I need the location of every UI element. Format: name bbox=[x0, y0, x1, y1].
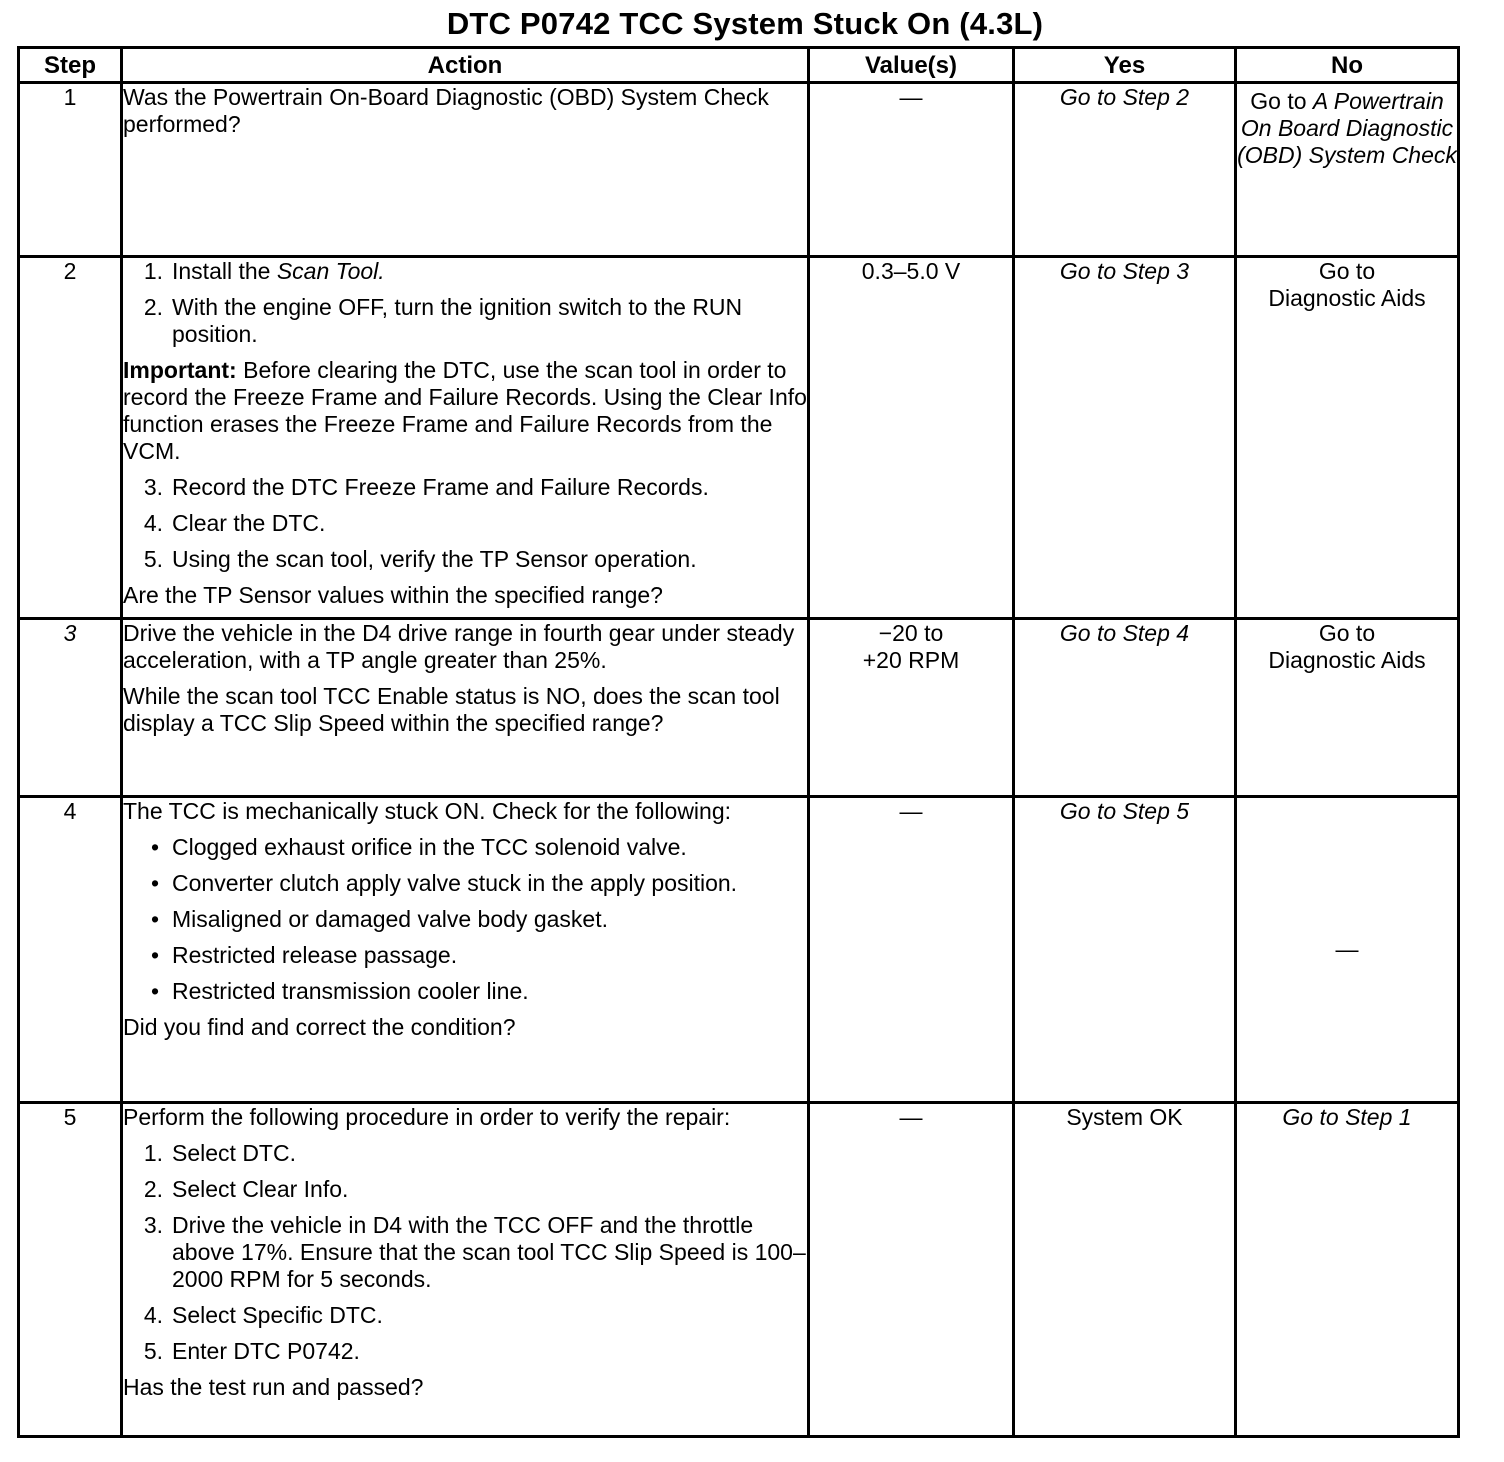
action-cell bbox=[122, 83, 809, 257]
table-row bbox=[19, 1103, 1459, 1437]
header-row bbox=[19, 48, 1459, 83]
list-item bbox=[123, 1212, 807, 1293]
step-number: 1 bbox=[19, 83, 122, 257]
yes-cell bbox=[1014, 619, 1236, 797]
value-cell: — bbox=[809, 1103, 1014, 1437]
yes-text: Go to Step 5 bbox=[1059, 798, 1190, 824]
yes-cell bbox=[1014, 797, 1236, 1103]
value-cell: 0.3–5.0 V bbox=[809, 257, 1014, 619]
bullet-item: • Clogged exhaust orifice in the TCC solenoid valve. bbox=[123, 834, 807, 861]
yes-cell bbox=[1014, 83, 1236, 257]
action-cell bbox=[122, 257, 809, 619]
item-text: Using the scan tool, verify the TP Sensor operation. bbox=[172, 546, 697, 572]
action-text: Drive the vehicle in the D4 drive range in fourth gear under steady acceleration, with a TP angle greater than 25%. bbox=[123, 620, 795, 673]
yes-cell bbox=[1014, 257, 1236, 619]
table-row bbox=[19, 619, 1459, 797]
action-cell bbox=[122, 619, 809, 797]
bullet-text: Converter clutch apply valve stuck in the apply position. bbox=[172, 870, 738, 896]
list-item bbox=[123, 258, 807, 285]
item-number: 1. bbox=[143, 1140, 163, 1166]
step-number: 2 bbox=[19, 257, 122, 619]
list-item bbox=[123, 546, 807, 573]
diagnostic-table bbox=[17, 46, 1460, 1438]
list-item bbox=[123, 510, 807, 537]
no-line: Diagnostic Aids bbox=[1268, 285, 1426, 311]
bullet-text: Restricted release passage. bbox=[172, 942, 458, 968]
action-cell bbox=[122, 1103, 809, 1437]
bullet-item: • Misaligned or damaged valve body gasket. bbox=[123, 906, 807, 933]
list-item bbox=[123, 1302, 807, 1329]
question-text: Are the TP Sensor values within the specified range? bbox=[123, 582, 663, 608]
important-text: Before clearing the DTC, use the scan tool in order to record the Freeze Frame and Failure Records. Using the Clear Info function erases the Freeze Frame and Failure Records from the VCM. bbox=[123, 357, 807, 464]
header-values: Value(s) bbox=[809, 48, 1014, 83]
table-row bbox=[19, 257, 1459, 619]
question-text: Has the test run and passed? bbox=[123, 1374, 424, 1400]
item-number: 3. bbox=[143, 474, 163, 500]
item-text: Select Specific DTC. bbox=[172, 1302, 383, 1328]
value-cell bbox=[809, 619, 1014, 797]
action-text: The TCC is mechanically stuck ON. Check for the following: bbox=[123, 798, 732, 824]
item-number: 5. bbox=[143, 546, 163, 572]
no-cell bbox=[1236, 257, 1459, 619]
no-cell: — bbox=[1236, 797, 1459, 1103]
table-row bbox=[19, 797, 1459, 1103]
list-item bbox=[123, 294, 807, 348]
item-text: Clear the DTC. bbox=[172, 510, 326, 536]
item-number: 3. bbox=[143, 1212, 163, 1238]
no-text: Go to Step 1 bbox=[1282, 1104, 1412, 1130]
header-action: Action bbox=[122, 48, 809, 83]
yes-text: Go to Step 2 bbox=[1059, 84, 1190, 110]
table-row bbox=[19, 83, 1459, 257]
header-no: No bbox=[1236, 48, 1459, 83]
list-item bbox=[123, 1176, 807, 1203]
item-text: Enter DTC P0742. bbox=[172, 1338, 360, 1364]
no-prefix: Go to bbox=[1250, 88, 1307, 114]
value-line: +20 RPM bbox=[862, 647, 960, 673]
item-number: 4. bbox=[143, 510, 163, 536]
action-text: Was the Powertrain On-Board Diagnostic (OBD) System Check performed? bbox=[123, 84, 769, 137]
item-number: 5. bbox=[143, 1338, 163, 1364]
item-text: Select DTC. bbox=[172, 1140, 296, 1166]
no-line: Go to bbox=[1318, 258, 1376, 284]
header-yes: Yes bbox=[1014, 48, 1236, 83]
question-text: Did you find and correct the condition? bbox=[123, 1014, 516, 1040]
yes-cell: System OK bbox=[1014, 1103, 1236, 1437]
yes-text: Go to Step 3 bbox=[1059, 258, 1190, 284]
step-number: 5 bbox=[19, 1103, 122, 1437]
no-line: Diagnostic Aids bbox=[1268, 647, 1426, 673]
no-cell bbox=[1236, 1103, 1459, 1437]
item-emphasis: Scan Tool. bbox=[276, 258, 385, 284]
item-text: Drive the vehicle in D4 with the TCC OFF and the throttle above 17%. Ensure that the scan tool TCC Slip Speed is 100–2000 RPM for 5 seconds. bbox=[172, 1212, 806, 1292]
no-cell bbox=[1236, 83, 1459, 257]
step-number: 4 bbox=[19, 797, 122, 1103]
value-cell: — bbox=[809, 797, 1014, 1103]
important-note bbox=[123, 357, 807, 465]
item-number: 2. bbox=[143, 1176, 163, 1202]
item-number: 2. bbox=[143, 294, 163, 320]
value-line: −20 to bbox=[878, 620, 944, 646]
yes-text: Go to Step 4 bbox=[1059, 620, 1190, 646]
item-text: Install the bbox=[172, 258, 271, 284]
item-text: With the engine OFF, turn the ignition switch to the RUN position. bbox=[172, 294, 743, 347]
bullet-text: Restricted transmission cooler line. bbox=[172, 978, 529, 1004]
value-cell: — bbox=[809, 83, 1014, 257]
item-number: 4. bbox=[143, 1302, 163, 1328]
question-text: While the scan tool TCC Enable status is NO, does the scan tool display a TCC Slip Speed within the specified range? bbox=[123, 683, 780, 736]
page-title: DTC P0742 TCC System Stuck On (4.3L) bbox=[446, 6, 1044, 41]
no-cell bbox=[1236, 619, 1459, 797]
header-step: Step bbox=[19, 48, 122, 83]
action-text: Perform the following procedure in order to verify the repair: bbox=[123, 1104, 731, 1130]
list-item bbox=[123, 474, 807, 501]
bullet-text: Misaligned or damaged valve body gasket. bbox=[172, 906, 608, 932]
no-link-text: A Powertrain On Board Diagnostic (OBD) System Check bbox=[1237, 88, 1457, 168]
list-item bbox=[123, 1140, 807, 1167]
item-text: Record the DTC Freeze Frame and Failure Records. bbox=[172, 474, 709, 500]
bullet-item: • Restricted release passage. bbox=[123, 942, 807, 969]
item-text: Select Clear Info. bbox=[172, 1176, 349, 1202]
bullet-item: • Restricted transmission cooler line. bbox=[123, 978, 807, 1005]
bullet-item: • Converter clutch apply valve stuck in the apply position. bbox=[123, 870, 807, 897]
bullet-text: Clogged exhaust orifice in the TCC solenoid valve. bbox=[172, 834, 687, 860]
important-label: Important: bbox=[123, 357, 237, 383]
step-number: 3 bbox=[19, 619, 122, 797]
list-item bbox=[123, 1338, 807, 1365]
action-cell bbox=[122, 797, 809, 1103]
no-line: Go to bbox=[1318, 620, 1376, 646]
item-number: 1. bbox=[143, 258, 163, 284]
